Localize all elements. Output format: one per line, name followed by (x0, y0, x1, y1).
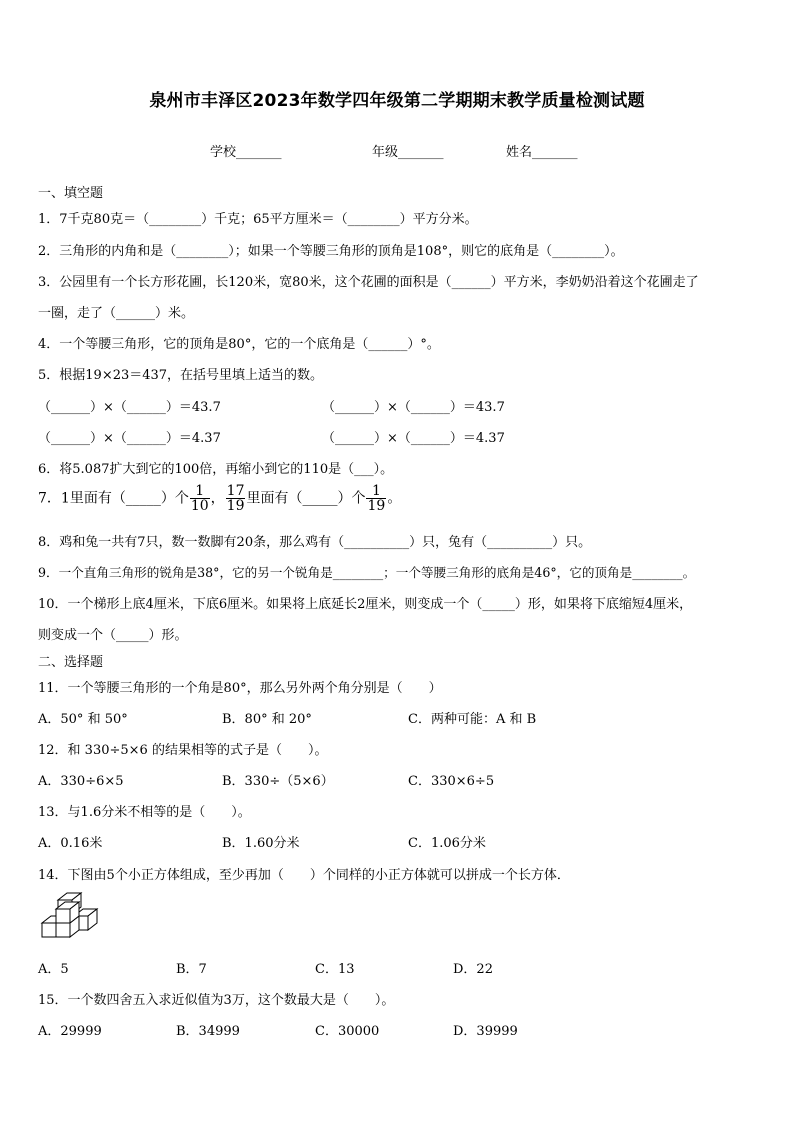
question-15-option-c: C．30000 (315, 1024, 380, 1039)
question-12-option-b: B．330÷（5×6） (222, 774, 334, 789)
question-12-option-a: A．330÷6×5 (38, 774, 124, 789)
question-7-part-4: 。 (387, 490, 402, 507)
question-10-line-2: 则变成一个（_____）形。 (38, 628, 188, 643)
fraction-numerator: 1 (195, 483, 205, 499)
question-12: 12．和 330÷5×6 的结果相等的式子是（ ）。 (38, 743, 328, 758)
question-11: 11．一个等腰三角形的一个角是80°，那么另外两个角分别是（ ） (38, 681, 442, 696)
question-13-option-b: B．1.60分米 (222, 836, 300, 851)
fraction-denominator: 19 (367, 498, 386, 514)
fraction-17-19 (226, 484, 246, 513)
question-5-row-2-right: （______）×（______）＝4.37 (322, 431, 505, 446)
question-12-option-c: C．330×6÷5 (408, 774, 495, 789)
question-5-row-1-left: （______）×（______）＝43.7 (38, 400, 221, 415)
question-3-line-1: 3．公园里有一个长方形花圃，长120米，宽80米，这个花圃的面积是（______）平方米，李奶奶沿着这个花圃走了 (38, 275, 699, 290)
fraction-denominator: 19 (226, 498, 245, 514)
question-13-option-c: C．1.06分米 (408, 836, 486, 851)
question-15-option-a: A．29999 (38, 1024, 102, 1039)
fraction-1-19 (366, 484, 386, 513)
question-6: 6．将5.087扩大到它的100倍，再缩小到它的110是（___）。 (38, 462, 394, 477)
question-15-option-d: D．39999 (453, 1024, 518, 1039)
fraction-denominator: 10 (190, 498, 209, 514)
question-8: 8．鸡和兔一共有7只，数一数脚有20条，那么鸡有（__________）只，兔有（__________）只。 (38, 535, 592, 550)
question-11-option-b: B．80° 和 20° (222, 712, 312, 727)
question-14-option-d: D．22 (453, 962, 493, 977)
section-heading-choice: 二、选择题 (38, 655, 104, 670)
question-10-line-1: 10．一个梯形上底4厘米，下底6厘米。如果将上底延长2厘米，则变成一个（_____）形，如果将下底缩短4厘米， (38, 597, 693, 612)
question-15-option-b: B．34999 (176, 1024, 240, 1039)
fraction-1-10 (190, 484, 210, 513)
question-5-row-1-right: （______）×（______）＝43.7 (322, 400, 505, 415)
question-11-option-a: A．50° 和 50° (38, 712, 128, 727)
question-15: 15．一个数四舍五入求近似值为3万，这个数最大是（ ）。 (38, 993, 395, 1008)
question-14: 14．下图由5个小正方体组成，至少再加（ ）个同样的小正方体就可以拼成一个长方体． (38, 868, 570, 883)
question-3-line-2: 一圈，走了（______）米。 (38, 306, 195, 321)
question-1: 1．7千克80克＝（________）千克；65平方厘米＝（________）平方分米。 (38, 212, 478, 227)
question-4: 4．一个等腰三角形，它的顶角是80°，它的一个底角是（______）°。 (38, 337, 440, 352)
question-14-option-c: C．13 (315, 962, 355, 977)
school-field: 学校_______ (210, 145, 282, 160)
question-5-row-2-left: （______）×（______）＝4.37 (38, 431, 221, 446)
question-13-option-a: A．0.16米 (38, 836, 103, 851)
question-13: 13．与1.6分米不相等的是（ ）。 (38, 805, 251, 820)
question-14-option-b: B．7 (176, 962, 207, 977)
question-7 (38, 484, 401, 513)
question-2: 2．三角形的内角和是（________）；如果一个等腰三角形的顶角是108°，则它的底角是（________）。 (38, 244, 624, 259)
question-9: 9．一个直角三角形的锐角是38°，它的另一个锐角是________；一个等腰三角形的底角是46°，它的顶角是________。 (38, 565, 696, 580)
name-field: 姓名_______ (506, 145, 578, 160)
question-5: 5．根据19×23＝437，在括号里填上适当的数。 (38, 368, 324, 383)
question-14-option-a: A．5 (38, 962, 69, 977)
question-7-part-2: ， (210, 490, 225, 507)
grade-field: 年级_______ (372, 145, 444, 160)
fraction-numerator: 1 (371, 483, 381, 499)
section-heading-fill-in: 一、填空题 (38, 186, 104, 201)
question-11-option-c: C．两种可能：A 和 B (408, 712, 537, 727)
exam-title: 泉州市丰泽区2023年数学四年级第二学期期末教学质量检测试题 (149, 91, 645, 111)
question-7-part-3: 里面有（_____）个 (246, 490, 366, 507)
question-7-part-1: 7．1里面有（_____）个 (38, 490, 189, 507)
cube-stack-figure (36, 890, 102, 944)
fraction-numerator: 17 (226, 483, 245, 499)
